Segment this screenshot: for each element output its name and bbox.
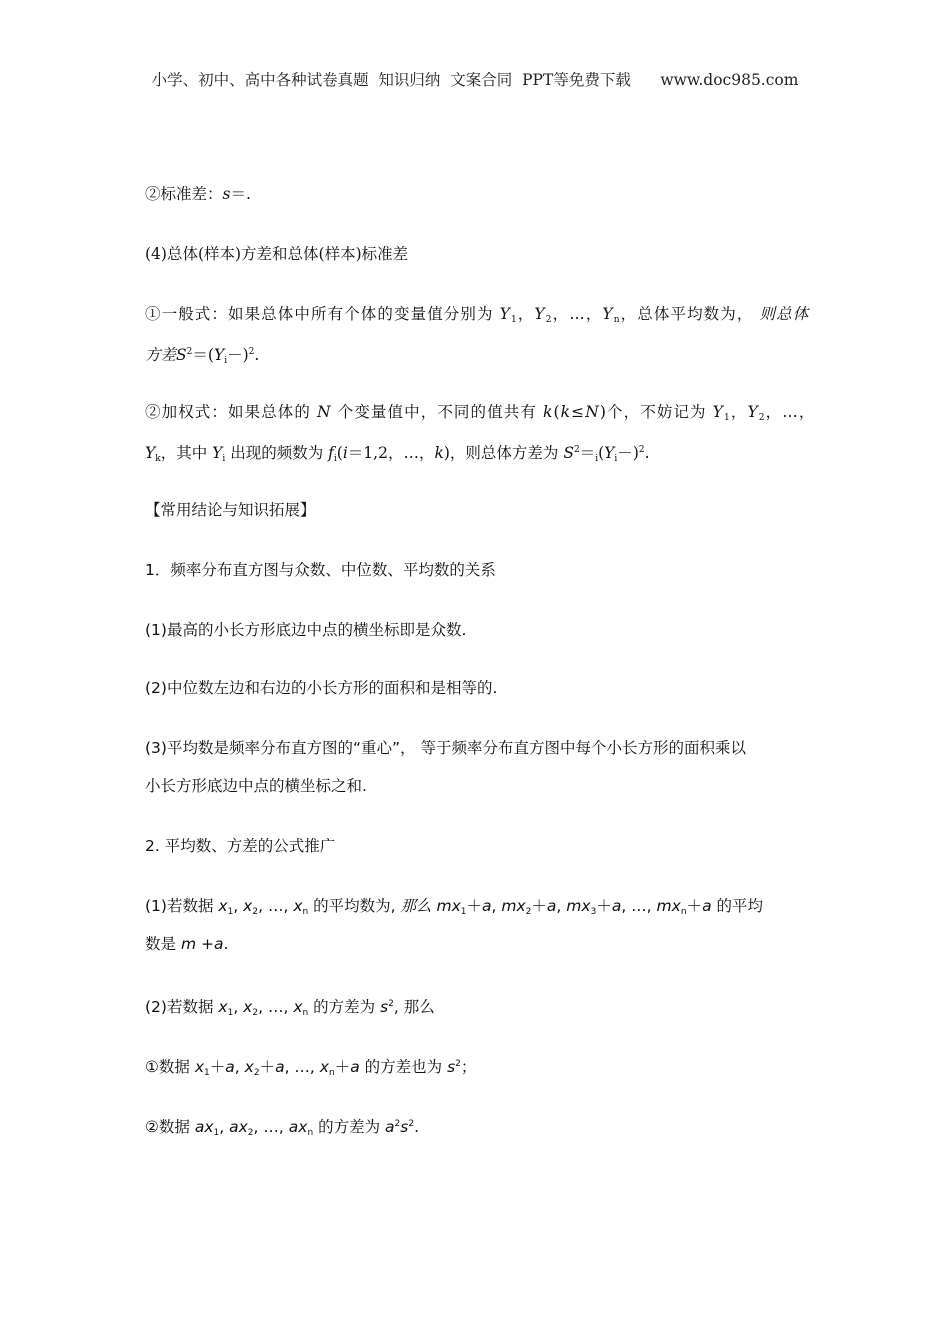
general-formula-line bbox=[145, 302, 809, 332]
var: a bbox=[194, 1118, 205, 1136]
var: m bbox=[656, 897, 672, 915]
var: x bbox=[293, 998, 303, 1016]
sup: 2 bbox=[388, 999, 394, 1009]
var: a bbox=[482, 897, 492, 915]
text: 方差 bbox=[145, 346, 177, 364]
text: ＝. bbox=[230, 185, 251, 203]
text: ( bbox=[553, 403, 561, 421]
sub: i bbox=[224, 356, 228, 366]
sep: , bbox=[233, 998, 244, 1016]
sep: , bbox=[284, 1058, 295, 1076]
sep: ， bbox=[517, 305, 535, 323]
sep: , bbox=[646, 897, 657, 915]
var: Y bbox=[145, 444, 156, 462]
dots: … bbox=[267, 998, 284, 1016]
sup: 2 bbox=[573, 445, 580, 455]
sep: , bbox=[258, 897, 268, 915]
var: x bbox=[243, 998, 253, 1016]
text: ＋ bbox=[209, 1058, 226, 1076]
var: Y bbox=[534, 305, 546, 323]
var: m bbox=[501, 897, 517, 915]
dots: … bbox=[294, 1058, 310, 1076]
sep: , bbox=[556, 897, 567, 915]
text: 个变量值中，不同的值共有 bbox=[331, 403, 543, 421]
text: ( bbox=[207, 346, 214, 364]
var: a bbox=[611, 897, 622, 915]
sub: 1 bbox=[204, 1068, 210, 1078]
text: . bbox=[644, 444, 650, 462]
var: a bbox=[702, 897, 712, 915]
std-dev-line bbox=[145, 182, 251, 206]
sep: ， bbox=[552, 305, 570, 323]
item-2-1-cont bbox=[145, 932, 228, 956]
sup: 2 bbox=[408, 1119, 415, 1129]
sub: n bbox=[613, 315, 621, 325]
sep: , bbox=[309, 1058, 320, 1076]
var: x bbox=[204, 1118, 214, 1136]
var: x bbox=[218, 998, 228, 1016]
var: a bbox=[288, 1118, 299, 1136]
text: ) bbox=[242, 346, 249, 364]
text: (2)若数据 bbox=[145, 998, 219, 1016]
sub: n bbox=[302, 907, 309, 917]
text: 的平均 bbox=[711, 897, 763, 915]
text: ＋ bbox=[531, 897, 547, 915]
var: x bbox=[238, 1118, 248, 1136]
text: ①一般式：如果总体中所有个体的变量值分别为 bbox=[145, 305, 500, 323]
var: x bbox=[194, 1058, 205, 1076]
text: ＝1,2，…， bbox=[347, 444, 435, 462]
text: ①数据 bbox=[145, 1058, 195, 1076]
text: － bbox=[617, 444, 633, 462]
sep: ， bbox=[730, 403, 748, 421]
var: x bbox=[319, 1058, 329, 1076]
sup: 2 bbox=[394, 1119, 401, 1129]
sep: , bbox=[253, 1118, 264, 1136]
text: )，则总体方差为 bbox=[443, 444, 564, 462]
var: x bbox=[298, 1118, 308, 1136]
var: S bbox=[176, 346, 187, 364]
item-1-3-cont: 小长方形底边中点的横坐标之和. bbox=[145, 777, 367, 795]
var: m bbox=[180, 935, 197, 953]
text: ( bbox=[598, 444, 605, 462]
sub: n bbox=[328, 1068, 335, 1078]
var: Y bbox=[499, 305, 511, 323]
text: ≤ bbox=[571, 403, 586, 421]
sub: 2 bbox=[758, 413, 766, 423]
text: ＋ bbox=[334, 1058, 351, 1076]
page-header bbox=[0, 68, 950, 90]
sub: 1 bbox=[213, 1128, 220, 1138]
sep: , bbox=[491, 897, 502, 915]
sup: 2 bbox=[186, 347, 193, 357]
sub: 1 bbox=[460, 907, 467, 917]
var: Y bbox=[604, 444, 615, 462]
var: x bbox=[293, 897, 303, 915]
variance-formula-line bbox=[145, 340, 259, 373]
sub: n bbox=[680, 907, 687, 917]
var: a bbox=[229, 1118, 239, 1136]
sub: 2 bbox=[545, 315, 553, 325]
text: ，总体平均数为 bbox=[620, 305, 737, 323]
sep: , bbox=[283, 998, 294, 1016]
var: x bbox=[218, 897, 228, 915]
var: Y bbox=[712, 403, 725, 421]
var: Y bbox=[602, 305, 614, 323]
var: s bbox=[380, 998, 389, 1016]
sep: , bbox=[621, 897, 632, 915]
var-s: s bbox=[222, 185, 231, 203]
sup: 2 bbox=[638, 445, 645, 455]
header-url: www.doc985.com bbox=[660, 71, 799, 89]
sub: k bbox=[155, 454, 161, 464]
text: ) bbox=[632, 444, 639, 462]
var: a bbox=[385, 1118, 395, 1136]
sub: 2 bbox=[525, 907, 532, 917]
item-1-1: (1)最高的小长方形底边中点的横坐标即是众数. bbox=[145, 621, 467, 639]
sub: i bbox=[333, 454, 337, 464]
text: 数是 bbox=[145, 935, 181, 953]
text: ， bbox=[736, 305, 754, 323]
text: 的方差为 bbox=[313, 1118, 386, 1136]
var: s bbox=[447, 1058, 456, 1076]
item-2-2-b bbox=[145, 1112, 419, 1145]
text: . bbox=[254, 346, 260, 364]
sub: n bbox=[307, 1128, 314, 1138]
text: (1)若数据 bbox=[145, 897, 219, 915]
text: ＝ bbox=[579, 444, 596, 462]
sub: 2 bbox=[253, 1068, 260, 1078]
var: Y bbox=[747, 403, 759, 421]
text: , 那么 bbox=[393, 998, 435, 1016]
text: ②加权式：如果总体的 bbox=[145, 403, 318, 421]
sub: 2 bbox=[247, 1128, 254, 1138]
var: m bbox=[566, 897, 582, 915]
weighted-variance-line bbox=[145, 438, 650, 471]
text: 出现的频数为 bbox=[225, 444, 329, 462]
sep: , bbox=[234, 1058, 245, 1076]
text: . bbox=[223, 935, 229, 953]
text: ＋ bbox=[259, 1058, 276, 1076]
sub: i bbox=[595, 454, 599, 464]
var: m bbox=[436, 897, 452, 915]
item-1-3: (3)平均数是频率分布直方图的“重心”， 等于频率分布直方图中每个小长方形的面积乘以 bbox=[145, 739, 746, 757]
dots: … bbox=[782, 403, 799, 421]
var: f bbox=[328, 444, 334, 462]
var: s bbox=[400, 1118, 409, 1136]
var: Y bbox=[212, 444, 223, 462]
text: 则总体 bbox=[759, 305, 810, 323]
item-2-2-a bbox=[145, 1052, 476, 1085]
text: ，其中 bbox=[160, 444, 213, 462]
text: 那么 bbox=[400, 897, 437, 915]
var: a bbox=[546, 897, 557, 915]
text: ＋ bbox=[466, 897, 482, 915]
dots: … bbox=[631, 897, 647, 915]
sep: ， bbox=[585, 305, 603, 323]
sub: 1 bbox=[227, 1008, 234, 1018]
var: k bbox=[542, 403, 554, 421]
var: x bbox=[451, 897, 461, 915]
text: ＝ bbox=[192, 346, 208, 364]
var: N bbox=[317, 403, 332, 421]
section-heading-conclusions: 【常用结论与知识拓展】 bbox=[145, 501, 316, 519]
text: )个，不妨记为 bbox=[599, 403, 713, 421]
text: . bbox=[414, 1118, 419, 1136]
item-2-1 bbox=[145, 894, 763, 924]
dots: … bbox=[263, 1118, 279, 1136]
header-text: 小学、初中、高中各种试卷真题 知识归纳 文案合同 PPT等免费下载 bbox=[151, 71, 631, 89]
var: k bbox=[434, 444, 444, 462]
var: x bbox=[581, 897, 591, 915]
var: a bbox=[213, 935, 224, 953]
var: a bbox=[275, 1058, 285, 1076]
sup: 2 bbox=[455, 1059, 461, 1069]
sep: , bbox=[258, 998, 268, 1016]
text: 的平均数为, bbox=[308, 897, 401, 915]
sep: , bbox=[283, 897, 294, 915]
sep: , bbox=[233, 897, 244, 915]
dots: … bbox=[569, 305, 586, 323]
item-2-heading: 2. 平均数、方差的公式推广 bbox=[145, 837, 336, 855]
var: x bbox=[671, 897, 681, 915]
var: k bbox=[560, 403, 572, 421]
item-1-heading: 1．频率分布直方图与众数、中位数、平均数的关系 bbox=[145, 561, 496, 579]
sub: 1 bbox=[227, 907, 234, 917]
section-heading-variance: (4)总体(样本)方差和总体(样本)标准差 bbox=[145, 245, 409, 263]
sub: 1 bbox=[510, 315, 518, 325]
text: 的方差为 bbox=[308, 998, 381, 1016]
text: ②标准差： bbox=[145, 185, 223, 203]
var: x bbox=[516, 897, 526, 915]
sup: 2 bbox=[248, 347, 255, 357]
var: a bbox=[350, 1058, 360, 1076]
text: 的方差也为 bbox=[359, 1058, 448, 1076]
text: ②数据 bbox=[145, 1118, 195, 1136]
text: ， bbox=[798, 403, 816, 421]
text: ＋ bbox=[686, 897, 703, 915]
sub: 3 bbox=[590, 907, 597, 917]
var: N bbox=[585, 403, 600, 421]
sub: i bbox=[222, 454, 226, 464]
text: ＋ bbox=[596, 897, 612, 915]
sub: n bbox=[302, 1008, 309, 1018]
sep: , bbox=[219, 1118, 230, 1136]
var: a bbox=[225, 1058, 235, 1076]
sep: , bbox=[278, 1118, 289, 1136]
sub: 2 bbox=[252, 1008, 259, 1018]
var: i bbox=[342, 444, 348, 462]
sub: 1 bbox=[724, 413, 731, 423]
dots: … bbox=[267, 897, 284, 915]
text: ； bbox=[460, 1058, 477, 1076]
sep: ， bbox=[765, 403, 783, 421]
var: Y bbox=[213, 346, 225, 364]
weighted-formula-line bbox=[145, 400, 815, 430]
var: x bbox=[243, 897, 253, 915]
sub: i bbox=[614, 454, 618, 464]
item-2-2 bbox=[145, 992, 435, 1025]
var: S bbox=[563, 444, 574, 462]
var: x bbox=[244, 1058, 254, 1076]
text: + bbox=[196, 935, 214, 953]
item-1-2: (2)中位数左边和右边的小长方形的面积和是相等的. bbox=[145, 679, 498, 697]
sub: 2 bbox=[252, 907, 259, 917]
text: ( bbox=[336, 444, 343, 462]
text: － bbox=[227, 346, 243, 364]
